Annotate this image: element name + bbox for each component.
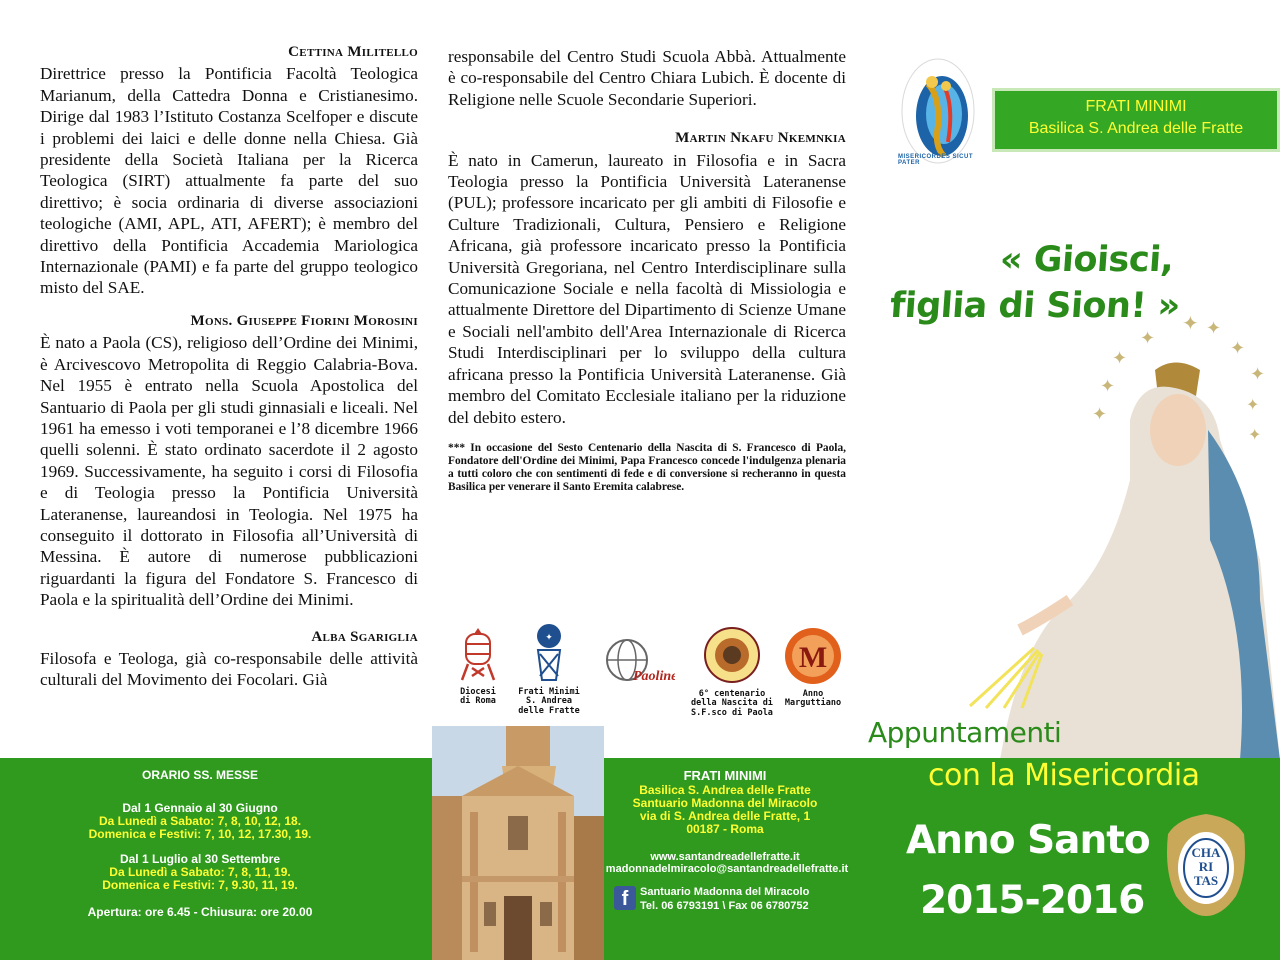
svg-text:✦: ✦	[1100, 376, 1116, 396]
basilica-facade-photo	[432, 726, 604, 960]
svg-text:✦: ✦	[1246, 397, 1260, 414]
orario-title: ORARIO SS. MESSE	[141, 768, 259, 782]
contact-org: FRATI MINIMI	[683, 768, 767, 783]
logo-frati-minimi	[512, 622, 586, 716]
paoline-logo-icon	[603, 636, 675, 686]
author-name-morosini: Mons. Giuseppe Fiorini Morosini	[190, 312, 418, 329]
centenary-seal-icon	[702, 624, 762, 686]
logo-label: Anno	[802, 688, 824, 699]
svg-text:✦: ✦	[1112, 348, 1128, 368]
orario-period-1-festivi: Domenica e Festivi: 7, 10, 12, 17.30, 19.	[88, 827, 312, 841]
author-bio-nkafu: È nato in Camerun, laureato in Filosofia e in Sacra Teologia presso la Pontificia Università Lateranense (PUL); professore incaricato per gli ambiti di Filosofie e Culture Tradizionali, Cultura, Pensiero e Religione Africana, già professore incaricato presso la Pontificia Università Gregoriana, nel Centro Interdisciplinare sulla Comunicazione Sociale e nella facoltà di Missiologia e attualmente Direttore del Dipartimento di Scienze Umane e Sociali nell'ambito dell'Area Internazionale di Ricerca Studi Interdisciplinari per lo sviluppo della cultura africana presso la Pontificia Università Lateranense. Già membro del Comitato Ecclesiale italiano per la riduzione del debito estero.	[448, 150, 846, 427]
logo-label: di Roma	[460, 696, 496, 706]
indulgence-note: *** In occasione del Sesto Centenario della Nascita di S. Francesco di Paola, Fondatore dell'Ordine dei Minimi, Papa Francesco concede l'indulgenza plenaria a tutti coloro che con sentimenti di fede e di conversione si recheranno in questa Basilica per venerare il Santo Eremita calabrese.	[448, 441, 846, 493]
contact-line-2: Santuario Madonna del Miracolo	[632, 796, 818, 810]
papal-tiara-icon	[456, 624, 500, 684]
charitas-crest-icon	[1164, 812, 1248, 918]
logo-label: Frati Minimi	[518, 686, 580, 697]
author-bio-sgariglia: Filosofa e Teologa, già co-responsabile delle attività culturali del Movimento dei Focolari. Già	[40, 648, 418, 690]
quote-line-1: « Gioisci,	[998, 240, 1175, 280]
svg-text:✦: ✦	[1182, 313, 1199, 335]
minimi-crest-icon	[532, 622, 566, 684]
logo-label: 6° centenario	[698, 688, 766, 699]
svg-text:✦: ✦	[1250, 364, 1266, 384]
appuntamenti-line-2: con la Misericordia	[928, 758, 1200, 793]
svg-text:✦: ✦	[1140, 328, 1156, 348]
logo-label: S. Andrea	[525, 696, 573, 706]
author-name-sgariglia: Alba Sgariglia	[311, 628, 418, 645]
contact-line-3: via di S. Andrea delle Fratte, 1	[639, 809, 811, 823]
email-link[interactable]: madonnadelmiracolo@santandreadellefratte.it	[605, 863, 849, 875]
orario-period-2: Dal 1 Luglio al 30 Settembre	[119, 852, 281, 866]
svg-text:✦: ✦	[1230, 338, 1246, 358]
logo-label: della Nascita di	[691, 698, 773, 708]
svg-text:✦: ✦	[545, 633, 553, 643]
m-medallion-icon	[783, 626, 843, 686]
logo-label: Marguttiano	[784, 698, 842, 708]
orario-period-2-weekdays: Da Lunedì a Sabato: 7, 8, 11, 19.	[109, 865, 291, 879]
logo-label: S.F.sco di Paola	[691, 707, 773, 718]
header-line-1: FRATI MINIMI	[1085, 98, 1187, 115]
phone-fax: Tel. 06 6793191 \ Fax 06 6780752	[640, 900, 809, 912]
paoline-wordmark: Paoline	[633, 669, 675, 684]
sgariglia-bio-continuation: responsabile del Centro Studi Scuola Abbà. Attualmente è co-responsabile del Centro Chiara Lubich. È docente di Religione nelle Scuole Secondarie Superiori.	[448, 47, 846, 109]
orario-period-2-festivi: Domenica e Festivi: 7, 9.30, 11, 19.	[102, 878, 298, 892]
orario-period-1: Dal 1 Gennaio al 30 Giugno	[122, 801, 278, 815]
logo-sesto-centenario	[690, 624, 774, 718]
anno-santo-title: Anno Santo	[906, 818, 1150, 863]
author-bio-morosini: È nato a Paola (CS), religioso dell’Ordine dei Minimi, è Arcivescovo Metropolita di Reggio Calabria-Bova. Nel 1955 è entrato nella Scuola Apostolica del Santuario di Paola per gli studi ginnasiali e liceali. Nel 1961 ha emesso i voti temporanei e l’8 dicembre 1966 quelli solenni. È stato ordinato sacerdote il 2 agosto 1969. Successivamente, ha seguito i corsi di Filosofia e di Teologia presso la Pontificia Università Lateranense, laureandosi in Teologia. Nel 1975 ha conseguito il dottorato in Filosofia all’Università di Messina. È autore di numerose pubblicazioni riguardanti la figura del Fondatore S. Francesco di Paola e la spiritualità dell’Ordine dei Minimi.	[40, 333, 418, 610]
appuntamenti-line-1: Appuntamenti	[868, 716, 1062, 749]
svg-text:✦: ✦	[1092, 404, 1108, 424]
logo-paoline	[603, 636, 675, 686]
svg-text:M: M	[798, 641, 828, 674]
orario-period-1-weekdays: Da Lunedì a Sabato: 7, 8, 10, 12, 18.	[98, 814, 302, 828]
frati-minimi-header	[992, 88, 1280, 152]
facebook-icon[interactable]: f	[614, 886, 636, 910]
contact-line-4: 00187 - Roma	[686, 822, 764, 836]
author-name-militello: Cettina Militello	[288, 44, 418, 60]
svg-text:✦: ✦	[1206, 318, 1222, 338]
header-line-2: Basilica S. Andrea delle Fratte	[1028, 120, 1244, 137]
orario-opening-hours: Apertura: ore 6.45 - Chiusura: ore 20.00	[87, 905, 313, 919]
quote-line-2: figlia di Sion! »	[888, 286, 1182, 326]
anno-santo-years: 2015-2016	[920, 878, 1145, 923]
logo-label: delle Fratte	[518, 705, 580, 716]
website-link[interactable]: www.santandreadellefratte.it	[650, 851, 800, 863]
svg-text:✦: ✦	[1248, 427, 1262, 444]
middle-column	[448, 46, 846, 494]
jubilee-logo-text: MISERICORDES SICUT PATER	[898, 154, 974, 166]
logo-label: Diocesi	[460, 686, 496, 697]
facebook-page-link[interactable]: Santuario Madonna del Miracolo	[640, 886, 810, 898]
logo-diocesi-roma	[448, 624, 508, 707]
logo-anno-marguttiano	[780, 626, 846, 709]
left-column	[40, 42, 418, 691]
author-bio-militello: Direttrice presso la Pontificia Facoltà Teologica Marianum, della Cattedra Donna e Cristianesimo. Dirige dal 1983 l’Istituto Costanza Scelfoper e discute i problemi dei laici e delle donne nella Chiesa. Già presidente della Società Italiana per la Ricerca Teologica (SIRT) attualmente fa parte del suo direttivo; è socia ordinaria di diverse associazioni teologiche (AMI, APL, ATI, AFERT); è membro del direttivo della Pontificia Accademia Mariologica Internazionale (PAMI) e fa parte del gruppo teologico misto del SAE.	[40, 64, 418, 298]
contact-line-1: Basilica S. Andrea delle Fratte	[639, 783, 811, 797]
crest-text: CHA RI TAS	[1191, 845, 1221, 888]
author-name-nkafu: Martin Nkafu Nkemnkia	[675, 130, 846, 147]
light-rays-icon	[964, 640, 1054, 710]
